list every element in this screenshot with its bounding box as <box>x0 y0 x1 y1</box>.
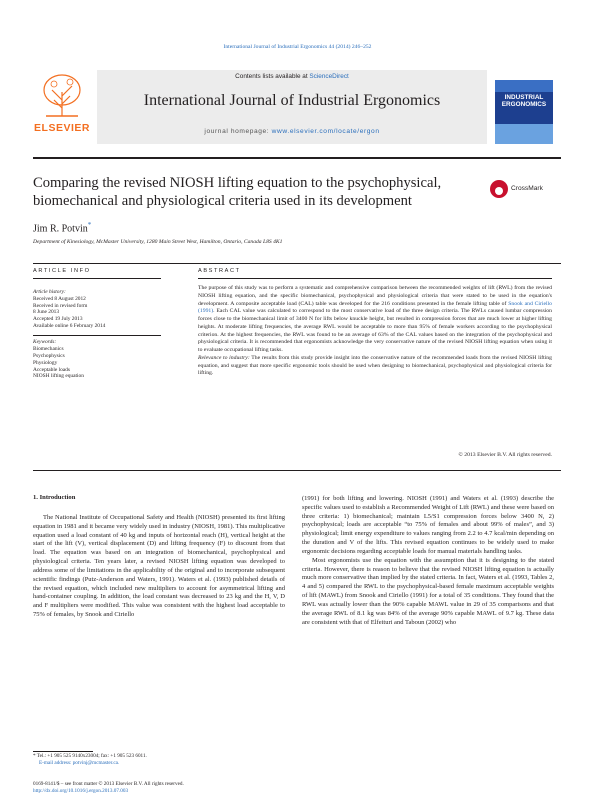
crossmark-button[interactable] <box>490 178 560 204</box>
masthead <box>33 70 561 146</box>
abstract-rule <box>198 278 552 279</box>
keyword: Acceptable loads <box>33 366 70 373</box>
intro-paragraph: Most ergonomists use the equation with the assumption that it is designing to the stated criteria. However, there is reason to believe that the revised NIOSH lifting equation is actually much more conservative than implied by the stated criteria. In fact, Waters et al. (1993, Tables 2, 4 and 5) compared the RWL to the psychophysical-based female maximum acceptable weights of lift (MAWL) from Snook and Ciriello (1991) for a total of 35 conditions. They found that the RWL was actually lower than the 90% capable MAWL value in 29 of 35 comparisons and that the average RWL of 8.1 kg was 84% of the average 90% capable MAWL of 9.7 kg. These data are consistent with that of Elfeituri and Taboun (2002) who <box>302 556 554 626</box>
contents-line <box>97 73 487 80</box>
author-line <box>33 221 91 234</box>
doi-link[interactable]: http://dx.doi.org/10.1016/j.ergon.2013.07.003 <box>33 788 129 794</box>
cover-title: INDUSTRIAL ERGONOMICS <box>501 94 547 108</box>
author-footnote-mark[interactable]: * <box>87 221 92 229</box>
footnote-email[interactable]: E-mail address: potvinj@mcmaster.ca. <box>39 760 120 766</box>
abstract-ref-link[interactable]: Snook and Ciriello (1991) <box>198 300 552 315</box>
cover-stripe <box>495 80 553 92</box>
page-footer <box>33 781 184 795</box>
article-title <box>33 174 473 210</box>
author-name[interactable]: Jim R. Potvin <box>33 223 88 235</box>
intro-paragraph: (1991) for both lifting and lowering. NIOSH (1991) and Waters et al. (1993) describe the specific values used to establish a Recommended Weight of Lift (RWL) and these were based on three criteria: 1) biomechanical; maintain L5/S1 compression forces below 3400 N, 2) psychophysical; loads are acceptable “to 75% of females and about 99% of males”, and 3) physiological; limit energy expenditure to values ranging from 2.2 to 4.7 kcal/min depending on the duration and V of the lifts. This revised equation continues to be widely used to make ergonomic decisions regarding acceptable loads for manual materials handling tasks. <box>302 495 554 555</box>
affiliation: Department of Kinesiology, McMaster University, 1280 Main Street West, Hamilton, Ontario, Canada L8S 4K1 <box>33 239 283 245</box>
homepage-link[interactable]: www.elsevier.com/locate/ergon <box>271 128 380 135</box>
abstract-paragraph <box>198 285 552 355</box>
relevance-text: The results from this study provide insight into the conservative nature of the recommended loads from the revised NIOSH lifting equation, and suggest that more specific ergonomic tools should be used when designing to biomechanical, psychophysical and physiological criteria for lifting. <box>198 354 552 377</box>
copyright: © 2013 Elsevier B.V. All rights reserved. <box>458 452 552 458</box>
crossmark-icon <box>490 180 508 198</box>
elsevier-logo[interactable] <box>33 70 91 140</box>
history-item: Received in revised form <box>33 302 88 309</box>
article-title-line2: biomechanical and physiological criteria used in its development <box>33 193 412 209</box>
article-info-heading: ARTICLE INFO <box>33 268 91 274</box>
intro-column-1 <box>33 514 285 620</box>
contents-prefix: Contents lists available at <box>235 73 310 80</box>
journal-banner <box>97 70 487 144</box>
keyword: Psychophysics <box>33 353 65 360</box>
keyword: Physiology <box>33 359 58 366</box>
journal-title: International Journal of Industrial Ergonomics <box>143 92 441 109</box>
elsevier-tree-icon <box>40 72 84 118</box>
body-rule <box>33 470 561 471</box>
relevance-paragraph <box>198 355 552 378</box>
keyword: Biomechanics <box>33 346 64 353</box>
footnote-rule <box>33 751 93 752</box>
keyword: NIOSH lifting equation <box>33 373 84 380</box>
footnote <box>33 753 147 767</box>
issn-line: 0169-8141/$ – see front matter © 2013 Elsevier B.V. All rights reserved. <box>33 781 184 787</box>
history-item: Accepted 19 July 2013 <box>33 316 83 323</box>
abstract-body <box>198 285 552 378</box>
history-item: Available online 6 February 2014 <box>33 322 106 329</box>
crossmark-icon-center <box>495 187 503 195</box>
section-rule <box>33 263 561 264</box>
intro-paragraph: The National Institute of Occupational Safety and Health (NIOSH) presented its first lifting equation in 1981 and it became very widely used in industry (NIOSH, 1981). This multiplicative equation used a load constant of 40 kg and inputs of horizontal reach (H), vertical height at the start of the lift (V), vertical displacement (D) and lifting frequency (F) to discount from that load. The equation was based on an integration of biomechanical, psychophysical and physiological criteria. Ten years later, a revised NIOSH lifting equation was developed to address some of the limitations in the applicability of the original and to incorporate subsequent scientific findings (Putz-Anderson and Waters, 1991). Waters et al. (1993) published details of the revised equation, which included new multipliers to account for asymmetrical lifting and hand-container coupling. In addition, the load constant was decreased to 23 kg and the H, V, D and F multipliers were modified. This value was consistent with the highest load acceptable to 75% of females, by Snook and Ciriello <box>33 514 285 619</box>
abstract-heading: ABSTRACT <box>198 268 241 274</box>
keywords-label: Keywords: <box>33 339 57 346</box>
homepage-prefix: journal homepage: <box>204 128 272 135</box>
abstract-text: The purpose of this study was to perform a systematic and comprehensive comparison between the recommended weights of lift (RWL) from the revised NIOSH lifting equation, and the specific biomechanical, psychophysical and physiological criteria that were stated to be used in the equation's development. A composite acceptable load (CAL) table was developed for the 216 conditions presented in the female lifting table of <box>198 285 552 307</box>
publisher-name: ELSEVIER <box>34 122 90 134</box>
journal-citation[interactable]: International Journal of Industrial Ergonomics 44 (2014) 246–252 <box>223 44 372 50</box>
keywords-rule <box>33 335 161 336</box>
journal-homepage <box>97 128 487 135</box>
cover-band <box>495 124 553 144</box>
info-rule <box>33 278 161 279</box>
history-item: Received 8 August 2012 <box>33 295 86 302</box>
intro-heading: 1. Introduction <box>33 494 76 501</box>
article-info <box>33 289 161 380</box>
footnote-contact: * Tel.: +1 905 525 9140x23004; fax: +1 905 523 6011. <box>33 753 147 759</box>
sciencedirect-link[interactable]: ScienceDirect <box>309 73 349 80</box>
article-title-line1: Comparing the revised NIOSH lifting equation to the psychophysical, <box>33 175 442 191</box>
journal-cover-image[interactable] <box>495 80 553 144</box>
crossmark-label: CrossMark <box>511 185 543 192</box>
intro-column-2 <box>302 495 554 627</box>
header-rule <box>33 157 561 159</box>
history-item: 8 June 2013 <box>33 309 60 316</box>
history-label: Article history: <box>33 289 66 295</box>
abstract-text: . Each CAL value was calculated to correspond to the most conservative load of the three design criteria. The RWLs caused lumbar compression forces close to the biomechanical limit of 3400 N for lifts below knuckle height, but resulted in compression forces that are much lower at higher lifting heights. At moderate lifting frequencies, the average RWL would be acceptable to more than 95% of female workers according to the psychophysical criterion. At the highest frequencies, the RWL was found to be an average of 63% of the CAL values based on the integration of the psychophysical and physiological criteria. It is recommended that ergonomists acknowledge the very conservative nature of the revised NIOSH lifting equation when using it to evaluate occupational lifting tasks. <box>198 308 552 353</box>
relevance-label: Relevance to industry: <box>198 354 250 361</box>
